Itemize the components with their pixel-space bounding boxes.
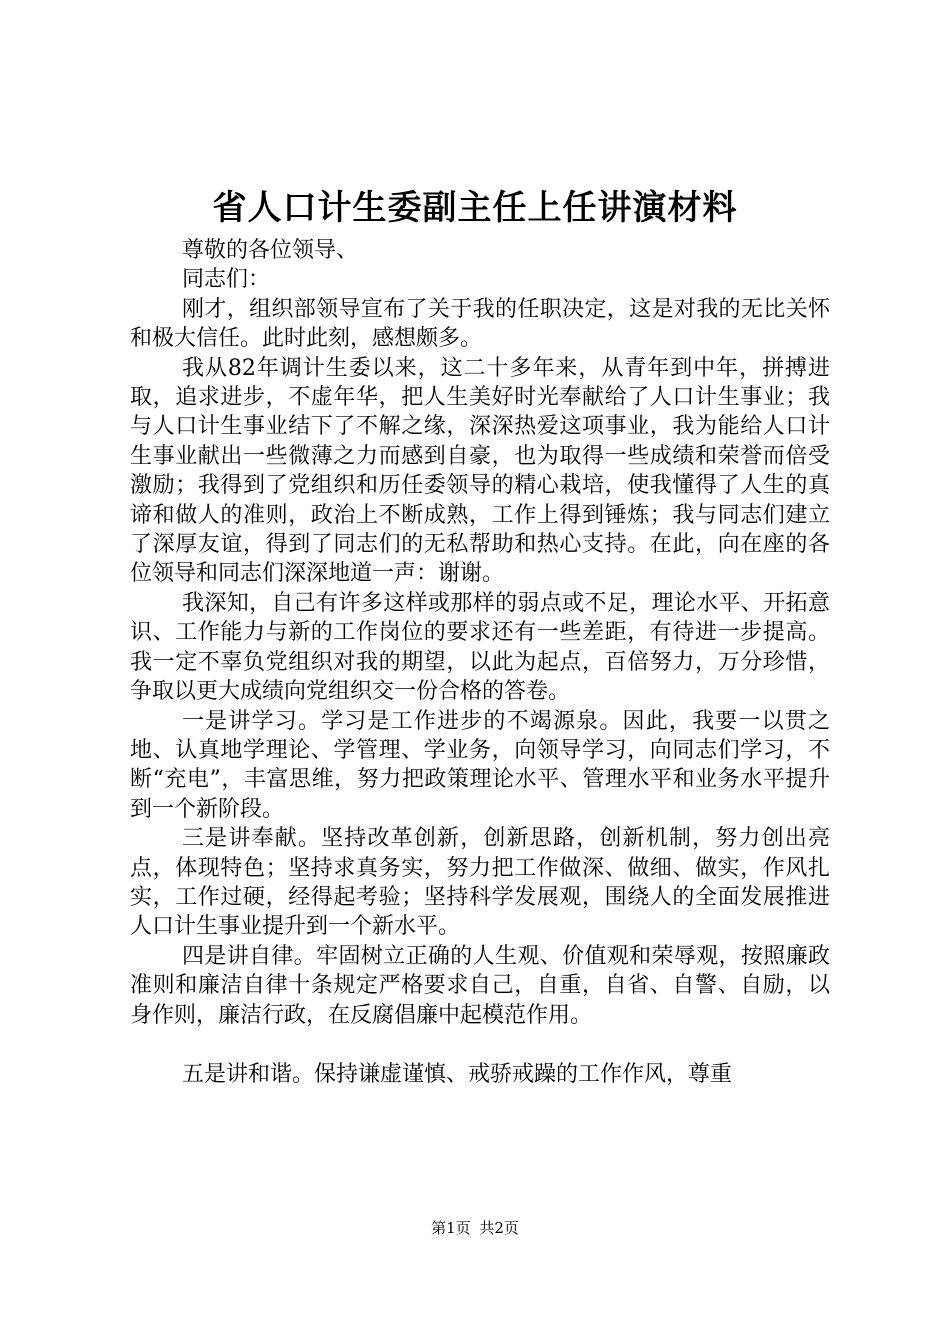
body-paragraph: 刚才，组织部领导宣布了关于我的任职决定，这是对我的无比关怀和极大信任。此时此刻，感想颇多。 <box>130 296 830 352</box>
document-body <box>130 236 830 1089</box>
page-footer <box>0 1218 950 1238</box>
body-paragraph: 一是讲学习。学习是工作进步的不竭源泉。因此，我要一以贯之地、认真地学理论、学管理、学业务，向领导学习，向同志们学习，不断“充电”，丰富思维，努力把政策理论水平、管理水平和业务水平提升到一个新阶段。 <box>130 708 830 822</box>
salutation-line-1: 尊敬的各位领导、 <box>182 238 359 263</box>
page-total: 共2页 <box>479 1219 519 1237</box>
body-paragraph: 我从82年调计生委以来，这二十多年来，从青年到中年，拼搏进取，追求进步，不虚年华，把人生美好时光奉献给了人口计生事业；我与人口计生事业结下了不解之缘，深深热爱这项事业，我为能给人口计生事业献出一些微薄之力而感到自豪，也为取得一些成绩和荣誉而倍受激励；我得到了党组织和历任委领导的精心栽培，使我懂得了人生的真谛和做人的准则，政治上不断成熟，工作上得到锤炼；我与同志们建立了深厚友谊，得到了同志们的无私帮助和热心支持。在此，向在座的各位领导和同志们深深地道一声：谢谢。 <box>130 355 830 587</box>
body-paragraph: 我深知，自己有许多这样或那样的弱点或不足，理论水平、开拓意识、工作能力与新的工作岗位的要求还有一些差距，有待进一步提高。我一定不辜负党组织对我的期望，以此为起点，百倍努力，万分珍惜，争取以更大成绩向党组织交一份合格的答卷。 <box>130 590 830 705</box>
body-paragraph: 五是讲和谐。保持谦虚谨慎、戒骄戒躁的工作作风，尊重 <box>182 1061 733 1087</box>
page-number: 第1页 <box>431 1219 471 1237</box>
document-title: 省人口计生委副主任上任讲演材料 <box>212 188 738 228</box>
body-paragraph: 三是讲奉献。坚持改革创新，创新思路，创新机制，努力创出亮点，体现特色；坚持求真务实，努力把工作做深、做细、做实，作风扎实，工作过硬，经得起考验；坚持科学发展观，围绕人的全面发展推进人口计生事业提升到一个新水平。 <box>130 826 830 940</box>
salutation-line-2: 同志们： <box>182 267 271 293</box>
body-paragraph: 四是讲自律。牢固树立正确的人生观、价值观和荣辱观，按照廉政准则和廉洁自律十条规定严格要求自己，自重，自省、自警、自励，以身作则，廉洁行政，在反腐倡廉中起模范作用。 <box>130 943 830 1028</box>
